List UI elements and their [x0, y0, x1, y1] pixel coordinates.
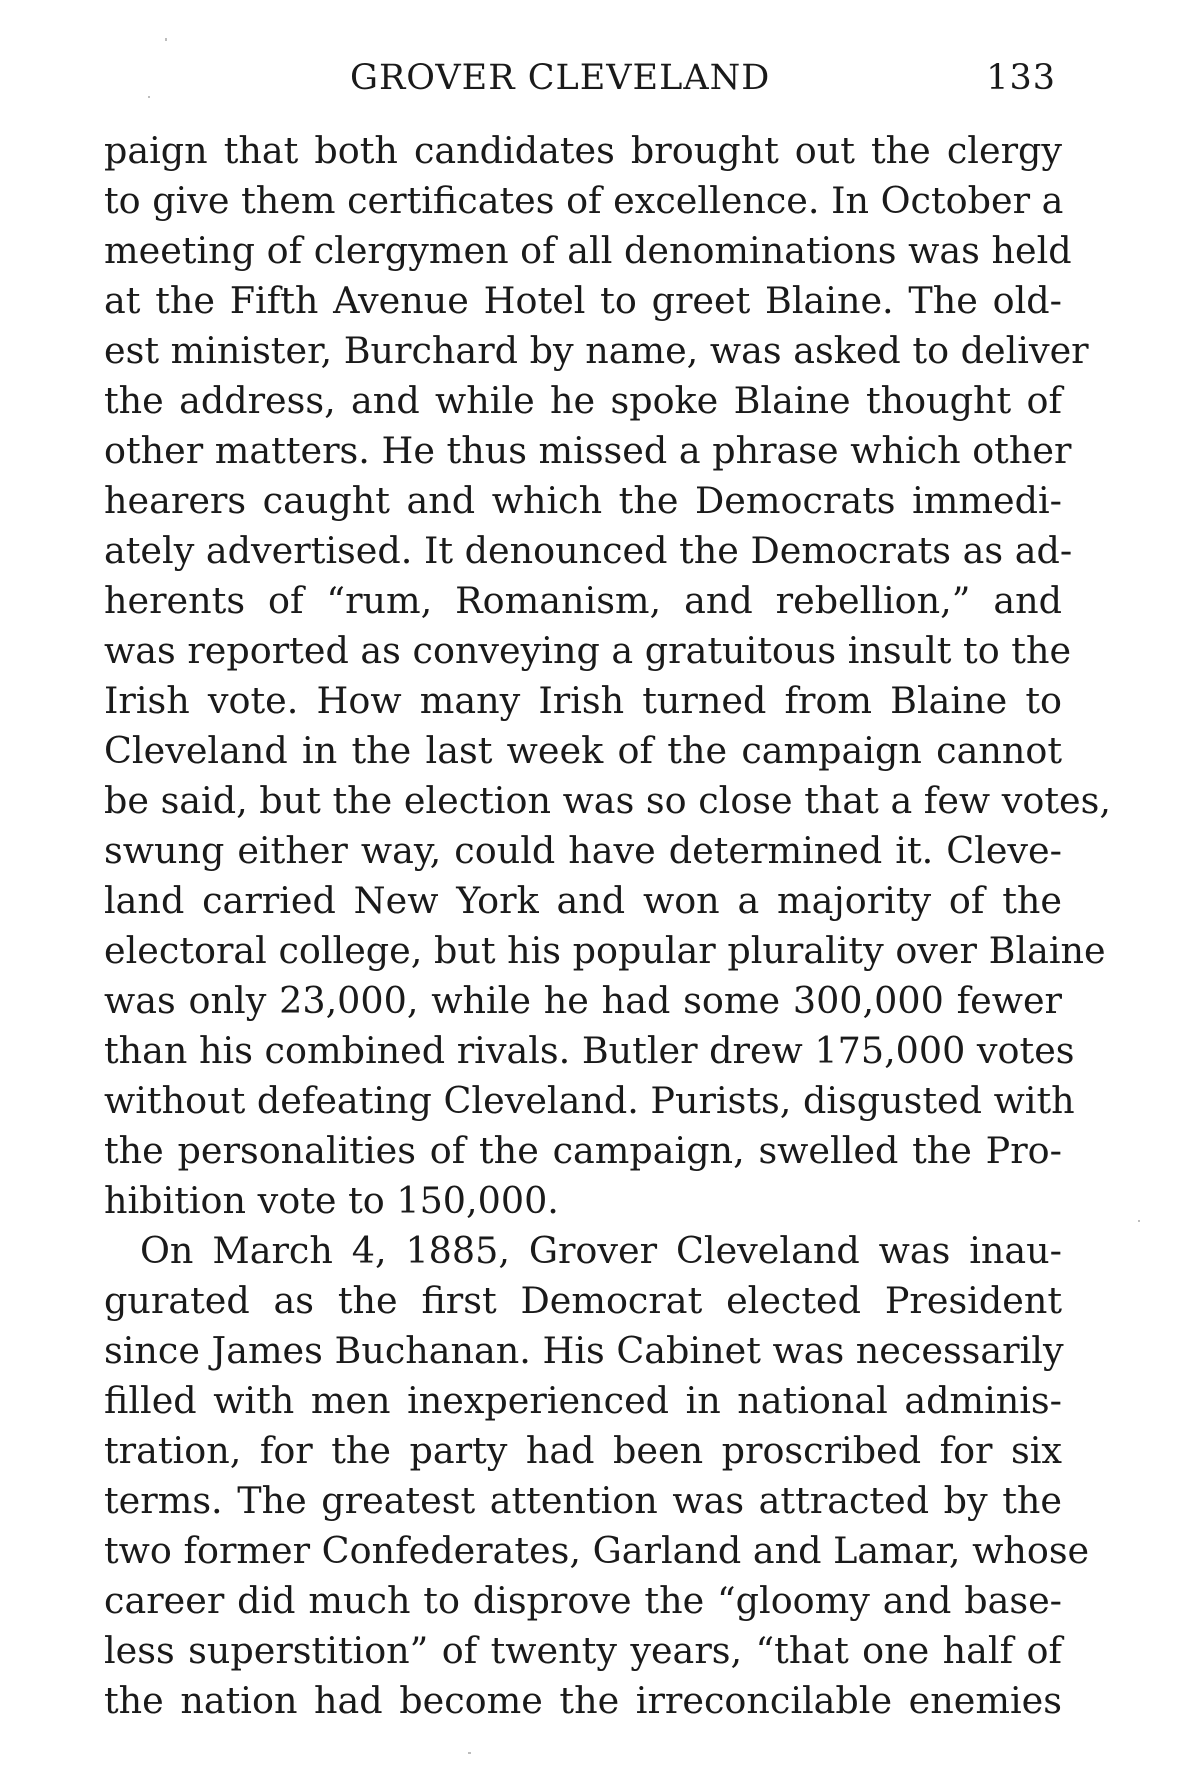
text-line: at the Fifth Avenue Hotel to greet Blaine. The old-: [104, 279, 1062, 322]
text-line: electoral college, but his popular plurality over Blaine: [104, 929, 1106, 972]
text-line: hearers caught and which the Democrats immedi-: [104, 479, 1062, 522]
text-line: than his combined rivals. Butler drew 175,000 votes: [104, 1029, 1075, 1072]
running-head: [104, 58, 1062, 110]
speck-mark: [165, 38, 167, 41]
book-page: [104, 58, 1111, 1726]
text-line: without defeating Cleveland. Purists, disgusted with: [104, 1079, 1075, 1122]
text-line: was reported as conveying a gratuitous insult to the: [104, 629, 1072, 672]
page-number: 133: [986, 58, 1056, 98]
text-line: be said, but the election was so close that a few votes,: [104, 779, 1111, 822]
text-line: swung either way, could have determined it. Cleve-: [104, 829, 1062, 872]
text-line: the nation had become the irreconcilable enemies: [104, 1679, 1062, 1722]
text-line: filled with men inexperienced in national adminis-: [104, 1379, 1062, 1422]
text-line: gurated as the first Democrat elected President: [104, 1279, 1062, 1322]
paragraph-last-line: hibition vote to 150,000.: [104, 1179, 559, 1222]
text-line: other matters. He thus missed a phrase which other: [104, 429, 1072, 472]
paragraph-first-line: On March 4, 1885, Grover Cleveland was inau-: [140, 1229, 1062, 1272]
text-line: the personalities of the campaign, swelled the Pro-: [104, 1129, 1062, 1172]
text-line: terms. The greatest attention was attracted by the: [104, 1479, 1062, 1522]
running-title: GROVER CLEVELAND: [350, 58, 771, 98]
text-line: ately advertised. It denounced the Democrats as ad-: [104, 529, 1073, 572]
text-line: since James Buchanan. His Cabinet was necessarily: [104, 1329, 1064, 1372]
body-text: [104, 126, 1111, 1726]
text-line: meeting of clergymen of all denominations was held: [104, 229, 1072, 272]
text-line: est minister, Burchard by name, was asked to deliver: [104, 329, 1089, 372]
speck-mark: [1138, 1220, 1140, 1222]
text-line: herents of “rum, Romanism, and rebellion,” and: [104, 579, 1062, 622]
text-line: was only 23,000, while he had some 300,000 fewer: [104, 979, 1062, 1022]
text-line: tration, for the party had been proscribed for six: [104, 1429, 1062, 1472]
text-line: Cleveland in the last week of the campaign cannot: [104, 729, 1062, 772]
text-line: two former Confederates, Garland and Lamar, whose: [104, 1529, 1090, 1572]
text-line: Irish vote. How many Irish turned from Blaine to: [104, 679, 1062, 722]
speck-mark: [468, 1752, 471, 1754]
text-line: less superstition” of twenty years, “that one half of: [104, 1629, 1062, 1672]
text-line: the address, and while he spoke Blaine thought of: [104, 379, 1062, 422]
text-line: to give them certificates of excellence. In October a: [104, 179, 1064, 222]
text-line: land carried New York and won a majority of the: [104, 879, 1062, 922]
text-line: paign that both candidates brought out the clergy: [104, 129, 1062, 172]
text-line: career did much to disprove the “gloomy and base-: [104, 1579, 1062, 1622]
